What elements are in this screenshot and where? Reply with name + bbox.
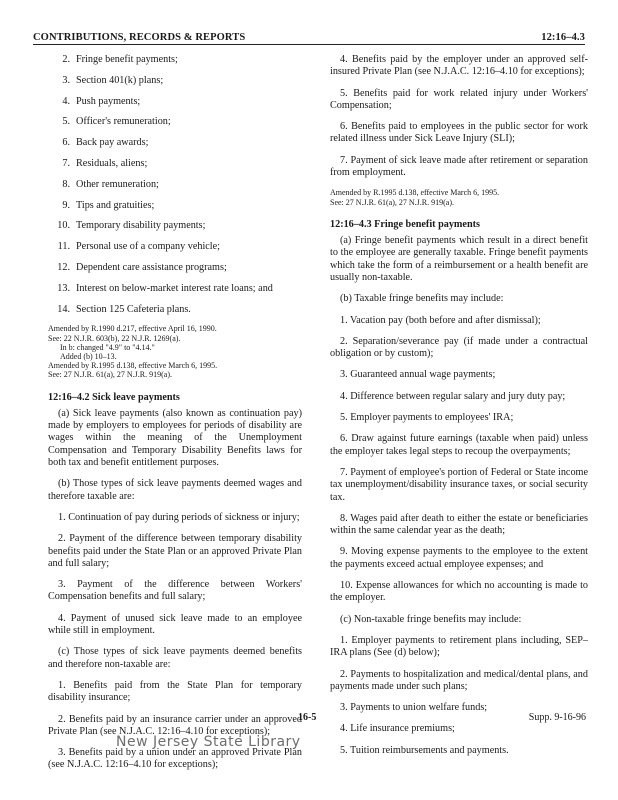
list-item: 2. Separation/severance pay (if made under a contractual obligation or by custom); — [330, 335, 588, 360]
paragraph: (c) Non-taxable fringe benefits may include: — [340, 613, 522, 625]
section-heading-sick-leave: 12:16–4.2 Sick leave payments — [48, 391, 180, 403]
list-item: 2. Payment of the difference between temporary disability benefits paid under the State Plan or an approved Private Plan and full salary; — [48, 533, 302, 569]
paragraph: (a) Fringe benefit payments which result in a direct benefit to the employee are generally taxable. Fringe benefit payments which take the form of a reimbursement or a health benefit are usually non-taxable. — [330, 235, 588, 283]
list-item: 3. Benefits paid by a union under an approved Private Plan (see N.J.A.C. 12:16–4.10 for exceptions); — [48, 747, 302, 771]
list-item: 4. Payment of unused sick leave made to an employee while still in employment. — [48, 612, 302, 637]
list-item: 5. Benefits paid for work related injury under Workers' Compensation; — [330, 87, 588, 111]
list-item: 3. Payment of the difference between Workers' Compensation benefits and full salary; — [48, 579, 302, 603]
list-item: 1. Vacation pay (both before and after dismissal); — [340, 314, 541, 326]
list-item: 1. Continuation of pay during periods of sickness or injury; — [58, 511, 300, 523]
list-item: 8. Wages paid after death to either the estate or beneficiaries within the same calendar year as the death; — [330, 512, 588, 537]
list-item: 9. Moving expense payments to the employee to the extent the payments exceed actual employee expenses; and — [330, 546, 588, 570]
list-item: 5. Employer payments to employees' IRA; — [340, 412, 514, 424]
list-item: 11. Personal use of a company vehicle; — [57, 241, 220, 253]
paragraph: (b) Those types of sick leave payments deemed wages and therefore taxable are: — [48, 478, 302, 502]
header-title: CONTRIBUTIONS, RECORDS & REPORTS — [33, 32, 246, 43]
section-heading-fringe-benefits: 12:16–4.3 Fringe benefit payments — [330, 218, 480, 230]
list-item: 3. Guaranteed annual wage payments; — [340, 369, 496, 381]
list-item: 1. Benefits paid from the State Plan for temporary disability insurance; — [48, 679, 302, 704]
list-item: 4. Life insurance premiums; — [340, 723, 455, 735]
amendment-note: Amended by R.1990 d.217, effective April 16, 1990. See: 22 N.J.R. 603(b), 22 N.J.R. 1269(a). In b: changed "4.9" to "4.14." Added (b) 10–13. Amended by R.1995 d.138, effective March 6, 1995. See: 27 N.J.R. 61(a), 27 N.J.R. 919(a). — [48, 324, 218, 380]
supplement-date: Supp. 9-16-96 — [528, 712, 586, 723]
remuneration-list — [48, 54, 302, 316]
paragraph: (b) Taxable fringe benefits may include: — [340, 293, 504, 305]
list-item: 5. Officer's remuneration; — [62, 116, 171, 128]
list-item: 1. Employer payments to retirement plans including, SEP–IRA plans (See (d) below); — [330, 634, 588, 659]
right-column — [330, 54, 588, 766]
running-header — [33, 28, 585, 45]
list-item: 6. Benefits paid to employees in the public sector for work related illness under Sick Leave Injury (SLI); — [330, 121, 588, 145]
paragraph: (a) Sick leave payments (also known as continuation pay) made by employers to employees for periods of disability are wages within the meaning of the Unemployment Compensation and Temporary Disability Benefits laws for both tax and benefit entitlement purposes. — [48, 407, 302, 469]
list-item: 14. Section 125 Cafeteria plans. — [57, 303, 191, 315]
library-stamp: New Jersey State Library — [116, 734, 301, 750]
page-number: 16-5 — [298, 712, 317, 723]
list-item: 2. Payments to hospitalization and medical/dental plans, and payments made under such plans; — [330, 668, 588, 692]
list-item: 9. Tips and gratuities; — [62, 199, 155, 211]
list-item: 2. Fringe benefit payments; — [62, 54, 178, 65]
paragraph: (c) Those types of sick leave payments deemed benefits and therefore non-taxable are: — [48, 646, 302, 670]
list-item: 12. Dependent care assistance programs; — [57, 261, 227, 273]
header-section-number: 12:16–4.3 — [541, 32, 585, 43]
list-item: 6. Back pay awards; — [62, 137, 149, 149]
list-item: 7. Payment of employee's portion of Federal or State income tax unemployment/disability insurance taxes, or social security tax. — [330, 466, 588, 503]
left-column — [48, 54, 302, 781]
list-item: 13. Interest on below-market interest rate loans; and — [57, 282, 273, 294]
list-item: 4. Benefits paid by the employer under an approved self-insured Private Plan (see N.J.A.C. 12:16–4.10 for exceptions); — [330, 54, 588, 78]
list-item: 4. Push payments; — [62, 95, 141, 107]
list-item: 2. Benefits paid by an insurance carrier under an approved Private Plan (see N.J.A.C. 12:16–4.10 for exceptions); — [48, 713, 302, 737]
list-item: 6. Draw against future earnings (taxable when paid) unless the employer takes legal steps to recoup the overpayments; — [330, 433, 588, 457]
list-item: 5. Tuition reimbursements and payments. — [340, 744, 509, 756]
list-item: 8. Other remuneration; — [62, 178, 159, 190]
amendment-note: Amended by R.1995 d.138, effective March 6, 1995. See: 27 N.J.R. 61(a), 27 N.J.R. 919(a). — [330, 188, 500, 207]
list-item: 10. Expense allowances for which no accounting is made to the employer. — [330, 580, 588, 604]
list-item: 3. Section 401(k) plans; — [62, 74, 164, 86]
list-item: 10. Temporary disability payments; — [57, 220, 206, 232]
list-item: 4. Difference between regular salary and jury duty pay; — [340, 390, 566, 402]
list-item: 3. Payments to union welfare funds; — [340, 702, 488, 714]
list-item: 7. Payment of sick leave made after retirement or separation from employment. — [330, 154, 588, 179]
list-item: 7. Residuals, aliens; — [62, 157, 148, 169]
